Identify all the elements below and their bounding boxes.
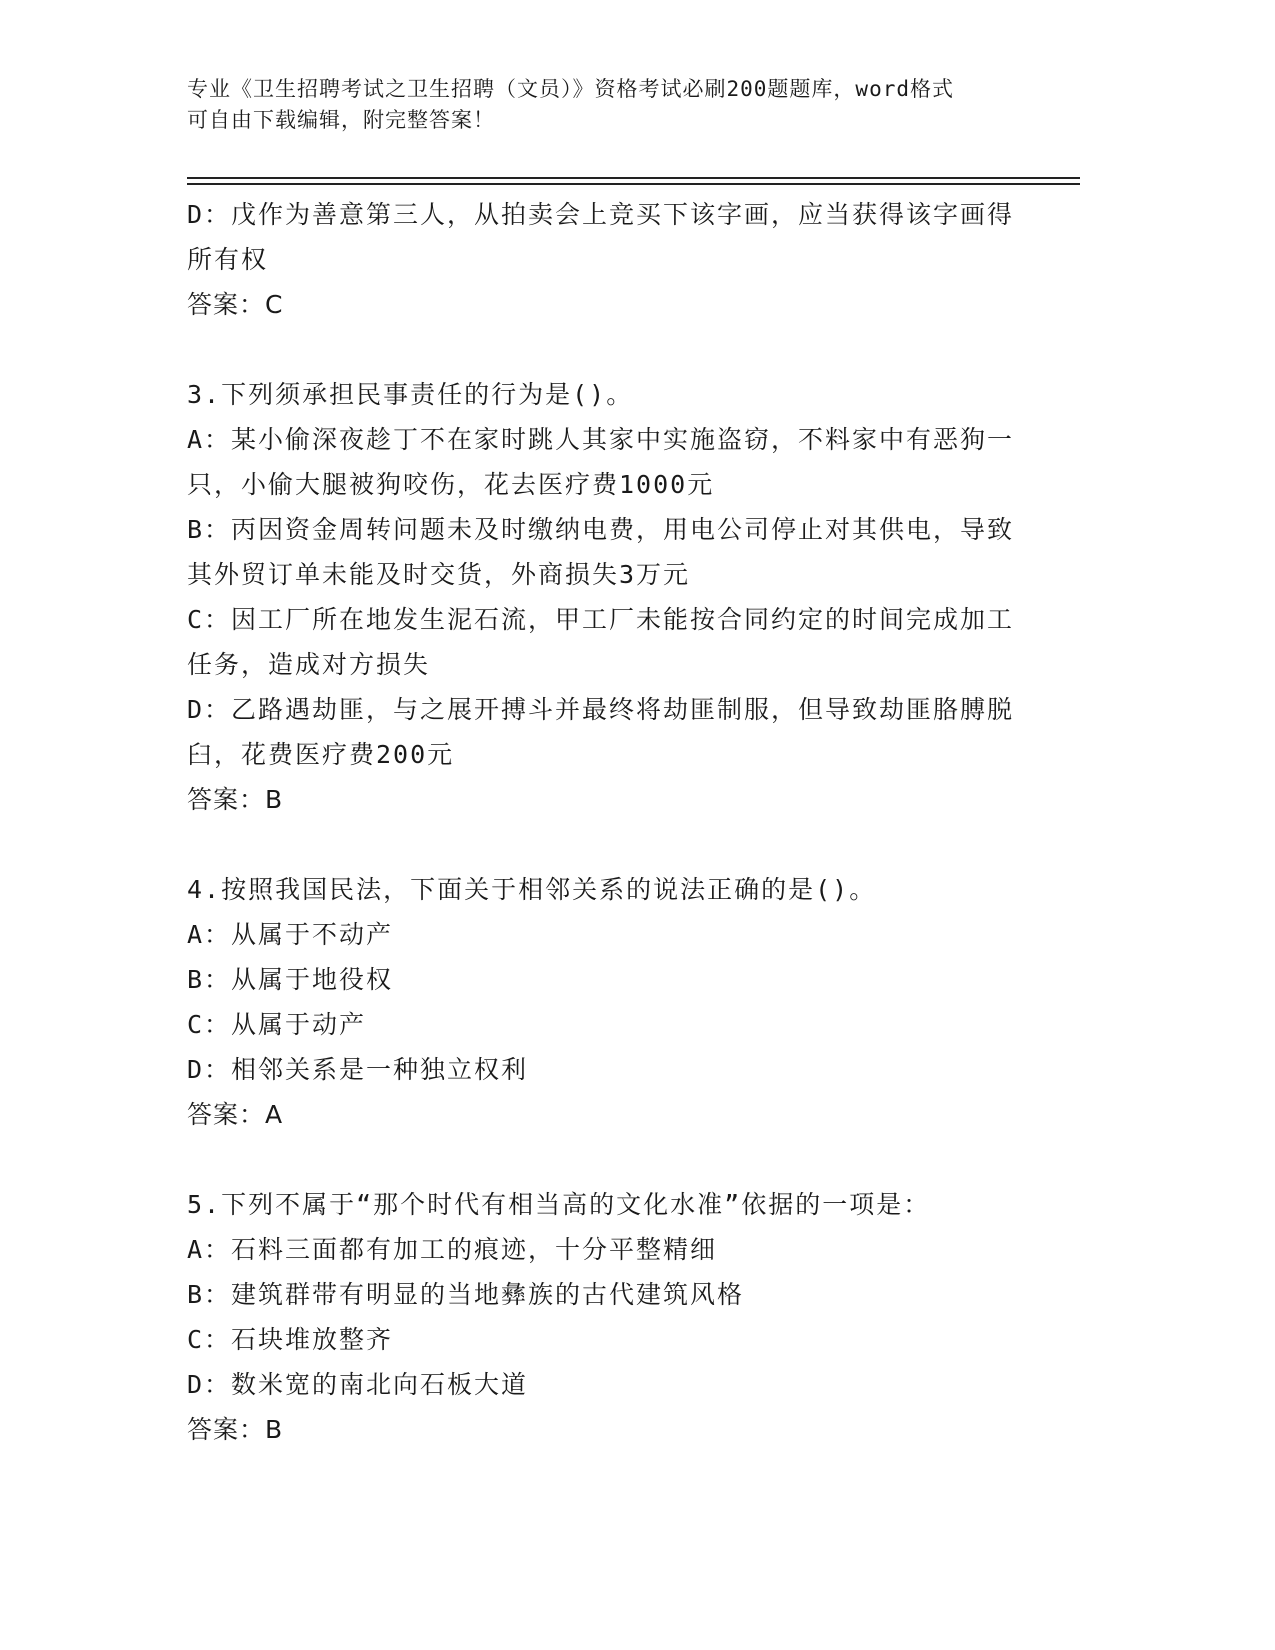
option-c-line1: C：因工厂所在地发生泥石流，甲工厂未能按合同约定的时间完成加工: [187, 605, 1015, 634]
answer: 答案：B: [187, 1415, 284, 1444]
question-2-tail: [187, 192, 1067, 327]
answer: 答案：C: [187, 290, 284, 319]
option-c-line2: 任务，造成对方损失: [187, 650, 431, 679]
option-a: A：从属于不动产: [187, 920, 394, 949]
header-divider-bottom: [187, 183, 1080, 185]
question-5: [187, 1182, 1067, 1452]
option-b: B：从属于地役权: [187, 965, 394, 994]
question-content: [187, 192, 1067, 1497]
question-4: [187, 867, 1067, 1137]
header-title-line1: 专业《卫生招聘考试之卫生招聘（文员）》资格考试必刷200题题库，word格式: [187, 77, 954, 101]
option-d-line1: D：乙路遇劫匪，与之展开搏斗并最终将劫匪制服，但导致劫匪胳膊脱: [187, 695, 1015, 724]
question-stem: 4.按照我国民法，下面关于相邻关系的说法正确的是()。: [187, 875, 877, 904]
header-divider-top: [187, 177, 1080, 179]
answer: 答案：B: [187, 785, 284, 814]
option-b-line2: 其外贸订单未能及时交货，外商损失3万元: [187, 560, 691, 589]
question-stem: 5.下列不属于“那个时代有相当高的文化水准”依据的一项是：: [187, 1190, 931, 1219]
option-d: D：相邻关系是一种独立权利: [187, 1055, 529, 1084]
document-header: [187, 74, 1067, 136]
option-a-line2: 只，小偷大腿被狗咬伤，花去医疗费1000元: [187, 470, 715, 499]
option-d: D：数米宽的南北向石板大道: [187, 1370, 529, 1399]
option-c: C：从属于动产: [187, 1010, 367, 1039]
option-a-line1: A：某小偷深夜趁丁不在家时跳人其家中实施盗窃，不料家中有恶狗一: [187, 425, 1015, 454]
option-a: A：石料三面都有加工的痕迹，十分平整精细: [187, 1235, 718, 1264]
option-d-line1: D：戊作为善意第三人，从拍卖会上竞买下该字画，应当获得该字画得: [187, 200, 1015, 229]
header-title-line2: 可自由下载编辑，附完整答案！: [187, 108, 495, 132]
option-b-line1: B：丙因资金周转问题未及时缴纳电费，用电公司停止对其供电，导致: [187, 515, 1015, 544]
question-stem: 3.下列须承担民事责任的行为是()。: [187, 380, 634, 409]
option-c: C：石块堆放整齐: [187, 1325, 394, 1354]
answer: 答案：A: [187, 1100, 284, 1129]
option-d-line2: 所有权: [187, 245, 269, 274]
option-d-line2: 臼，花费医疗费200元: [187, 740, 455, 769]
question-3: [187, 372, 1067, 822]
option-b: B：建筑群带有明显的当地彝族的古代建筑风格: [187, 1280, 745, 1309]
